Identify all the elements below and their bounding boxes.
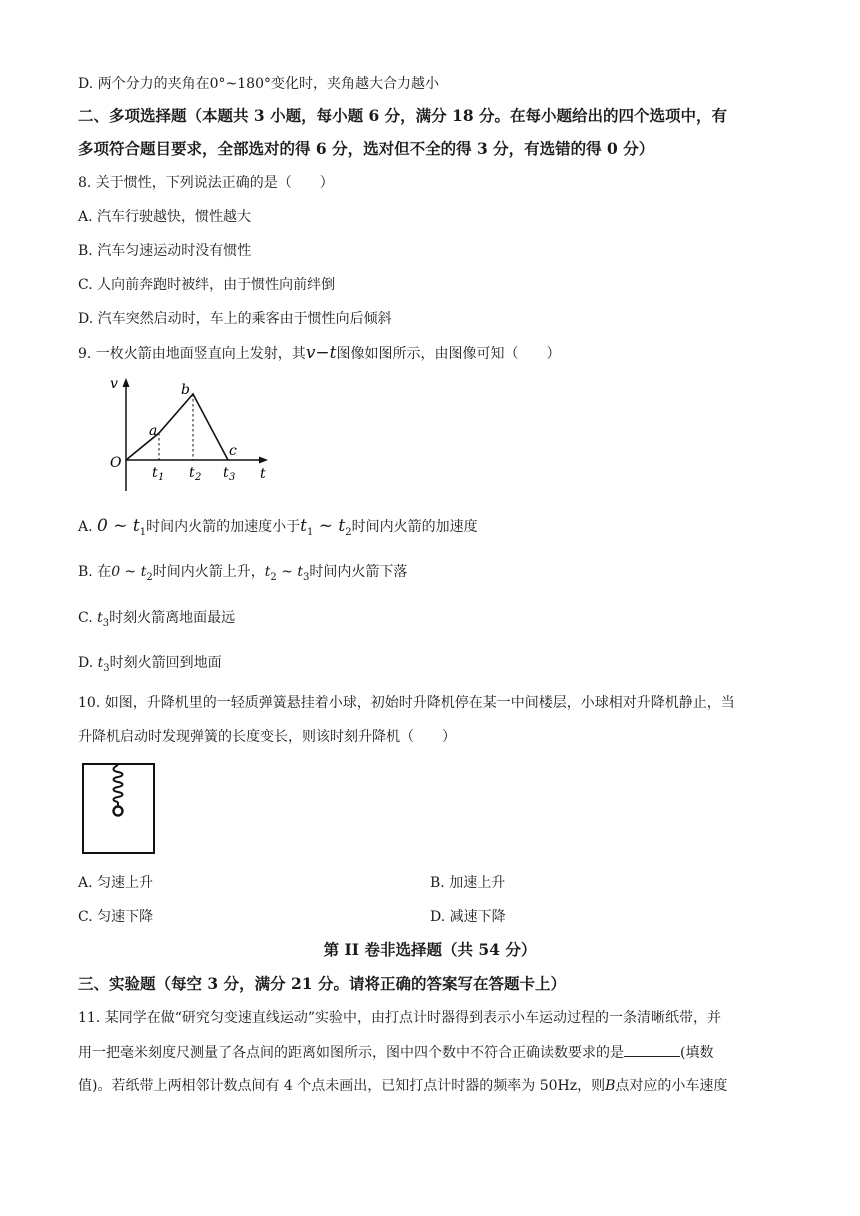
q11-line1: 11. 某同学在做“研究匀变速直线运动”实验中，由打点计时器得到表示小车运动过程的一条清晰纸带，并 — [78, 1010, 722, 1026]
q9-option-c — [78, 608, 235, 634]
prev-option-d: D. 两个分力的夹角在0°~180°变化时，夹角越大合力越小 — [78, 76, 439, 92]
q8-option-a: A. 汽车行驶越快，惯性越大 — [78, 209, 252, 225]
q9-a-sub2: 1 — [306, 526, 314, 538]
q9-b-math3: ~ t — [276, 564, 304, 580]
q9-option-b — [78, 562, 407, 588]
q9-b-text1: 时间内火箭上升， — [152, 564, 265, 580]
section3-title: 三、实验题（每空 3 分，满分 21 分。请将正确的答案写在答题卡上） — [78, 974, 566, 993]
q8-option-d: D. 汽车突然启动时，车上的乘客由于惯性向后倾斜 — [78, 311, 392, 327]
q11-answer-blank[interactable] — [624, 1042, 680, 1057]
part2-title: 第 II 卷非选择题（共 54 分） — [323, 940, 537, 959]
q10-stem-line2: 升降机启动时发现弹簧的长度变长，则该时刻升降机（ ） — [78, 729, 456, 745]
section2-title-line2: 多项符合题目要求，全部选对的得 6 分，选对但不全的得 3 分，有选错的得 0 分） — [78, 139, 655, 158]
q10-option-a: A. 匀速上升 — [78, 875, 154, 891]
q9-b-math1: 0 ~ t — [111, 564, 147, 580]
t3-label: t — [223, 465, 229, 481]
q9-option-a — [78, 516, 478, 543]
q9-a-label: A. — [78, 519, 93, 535]
t3-subscript: 3 — [229, 472, 236, 483]
q9-b-pre: B. 在 — [78, 564, 112, 580]
q9-b-sub1: 2 — [146, 571, 153, 583]
q8-option-b: B. 汽车匀速运动时没有惯性 — [78, 243, 252, 259]
q9-a-sub3: 2 — [345, 526, 352, 538]
spring — [114, 765, 123, 802]
t2-label: t — [189, 465, 195, 481]
point-c-label: c — [229, 443, 237, 459]
q10-option-b: B. 加速上升 — [430, 875, 506, 891]
q9-d-pre: D. — [78, 655, 94, 671]
q9-d-sub: 3 — [103, 662, 110, 674]
t-axis-arrow-icon — [259, 457, 268, 464]
t-axis-label: t — [260, 466, 266, 482]
q9-option-d — [78, 653, 222, 679]
q9-c-pre: C. — [78, 610, 93, 626]
q9-b-sub3: 3 — [303, 571, 310, 583]
q11-line3-pre: 值)。若纸带上两相邻计数点间有 4 个点未画出，已知打点计时器的频率为 50Hz，则 — [78, 1078, 606, 1094]
section2-title-line1: 二、多项选择题（本题共 3 小题，每小题 6 分，满分 18 分。在每小题给出的四个选项中，有 — [78, 106, 728, 125]
q9-stem-math: v−t — [305, 343, 337, 363]
q11-line2 — [78, 1042, 713, 1063]
q9-a-math1: 0 ~ t — [97, 516, 140, 536]
q9-stem — [78, 343, 561, 364]
q9-a-math3: ~ t — [313, 516, 346, 536]
q9-c-text: 时刻火箭离地面最远 — [109, 610, 236, 626]
q9-b-math2: t — [264, 564, 271, 580]
q9-d-text: 时刻火箭回到地面 — [109, 655, 222, 671]
origin-label: O — [110, 455, 122, 471]
q11-line3 — [78, 1076, 727, 1096]
q9-stem-post: 图像如图所示，由图像可知（ ） — [336, 346, 561, 362]
q9-c-math: t — [97, 610, 103, 626]
vt-graph-line — [126, 394, 228, 460]
q9-a-text1: 时间内火箭的加速度小于 — [146, 519, 301, 535]
q11-line3-post: 点对应的小车速度 — [615, 1078, 728, 1094]
q9-a-sub1: 1 — [139, 526, 147, 538]
t1-subscript: 1 — [158, 472, 165, 483]
v-axis-arrow-icon — [123, 378, 130, 387]
v-axis-label: v — [110, 376, 118, 392]
point-a-label: a — [149, 423, 158, 439]
q11-line2-pre: 用一把毫米刻度尺测量了各点间的距离如图所示，图中四个数中不符合正确读数要求的是 — [78, 1045, 624, 1061]
q10-option-c: C. 匀速下降 — [78, 909, 154, 925]
q10-stem-line1: 10. 如图，升降机里的一轻质弹簧悬挂着小球，初始时升降机停在某一中间楼层，小球相对升降机静止，当 — [78, 695, 735, 711]
point-b-label: b — [181, 382, 190, 398]
q8-stem: 8. 关于惯性，下列说法正确的是（ ） — [78, 175, 334, 191]
q9-vt-graph — [104, 374, 276, 494]
t2-subscript: 2 — [195, 472, 202, 483]
q10-option-d: D. 减速下降 — [430, 909, 506, 925]
q11-line3-math: B — [605, 1078, 616, 1094]
q9-a-text2: 时间内火箭的加速度 — [351, 519, 478, 535]
q11-line2-post: (填数 — [680, 1045, 714, 1061]
q9-a-math2: t — [300, 516, 307, 536]
q8-option-c: C. 人向前奔跑时被绊，由于惯性向前绊倒 — [78, 277, 336, 293]
ball — [114, 807, 123, 816]
q9-b-sub2: 2 — [270, 571, 277, 583]
q10-elevator-figure — [82, 763, 156, 855]
q9-c-sub: 3 — [102, 617, 110, 629]
q9-d-math: t — [97, 655, 104, 671]
q9-b-text2: 时间内火箭下落 — [309, 564, 408, 580]
q9-stem-pre: 9. 一枚火箭由地面竖直向上发射，其 — [78, 346, 306, 362]
t1-label: t — [152, 465, 158, 481]
